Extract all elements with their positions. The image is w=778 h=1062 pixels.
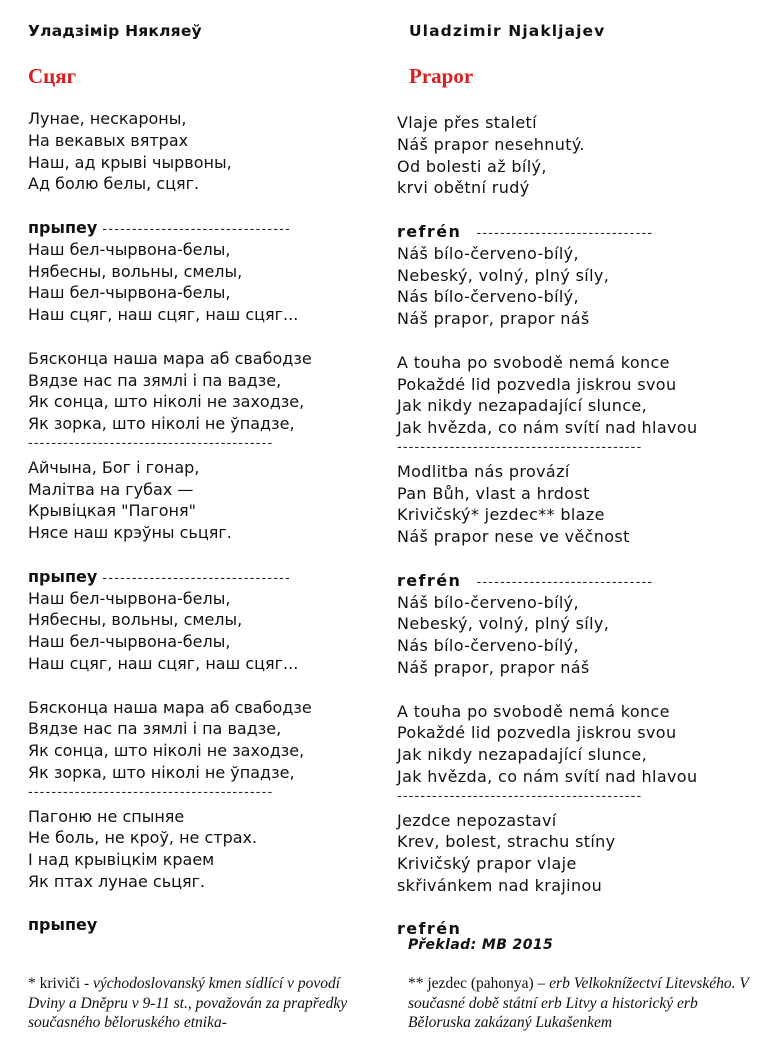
poem-body-czech [397,112,697,940]
chorus-line: Нябесны, вольны, смелы, [28,261,243,281]
verse-line: Айчына, Бог і гонар, [28,457,200,477]
verse-line: Jak hvězda, co nám svítí nad hlavou [397,418,698,438]
chorus-line: Náš prapor, prapor náš [397,309,590,329]
verse-line: Бясконца наша мара аб свабодзе [28,348,312,368]
verse-line: Нясе наш крэўны сьцяг. [28,523,232,543]
refrain-heading [397,221,697,243]
poem-title-belarusian: Сцяг [28,64,77,88]
chorus-line: Náš bílo-červeno-bílý, [397,243,579,263]
verse-line: Jak hvězda, co nám svítí nad hlavou [397,766,698,786]
verse-line: Як сонца, што ніколі не заходзе, [28,741,305,761]
verse-line: Наш, ад крыві чырвоны, [28,152,232,172]
chorus-line: Наш сцяг, наш сцяг, наш сцяг... [28,305,299,325]
verse-line: Pokaždé lid pozvedla jiskrou svou [397,723,677,743]
refrain-label: прыпеу [28,217,98,237]
verse-line: Вядзе нас па зямлі і па вадзе, [28,370,282,390]
refrain-label: refrén [397,919,462,939]
verse-line: Вядзе нас па зямлі і па вадзе, [28,719,282,739]
refrain-label: refrén [397,221,462,241]
verse-line: Пагоню не спыняе [28,806,185,826]
verse-line: Крывіцкая "Пагоня" [28,501,196,521]
verse-line: Náš prapor nesehnutý. [397,134,585,154]
chorus-line: Наш сцяг, наш сцяг, наш сцяг... [28,653,299,673]
refrain-label: прыпеу [28,915,98,935]
author-name-czech: Uladzimir Njakljajev [409,22,606,40]
footnote-lead: * kriviči - [28,975,90,992]
verse-line: Pokaždé lid pozvedla jiskrou svou [397,374,677,394]
verse-line: Modlitba nás provází [397,461,570,481]
refrain-heading [28,566,312,588]
verse-line: Лунае, нескароны, [28,109,187,128]
section-separator: ------------------------------------------ [397,788,643,804]
verse-line: Krev, bolest, strachu stíny [397,832,616,852]
refrain-dashes: ------------------------------ [476,574,654,590]
verse-line: Як сонца, што ніколі не заходзе, [28,392,305,412]
verse-line: Як зорка, што ніколі не ўпадзе, [28,414,295,434]
footnote-krivichi [28,974,378,1033]
section-separator: ------------------------------------------ [397,439,643,455]
chorus-line: Наш бел-чырвона-белы, [28,283,231,303]
verse-line: Ад болю белы, сцяг. [28,174,200,194]
verse-line: A touha po svobodě nemá konce [397,701,670,721]
footnote-text: východoslovanský kmen sídlící v povodí Dviny a Dněpru v 9-11 st., považován za prapředky současného běloruského etnika- [28,975,348,1031]
footnote-text: – erb Velkoknížectví Litevského. V současné době státní erb Litvy a historický erb Běloruska zakázaný Lukašenkem [408,975,749,1031]
author-name-belarusian: Уладзімір Някляеў [28,22,202,40]
refrain-heading [28,914,312,936]
refrain-label: refrén [397,570,462,590]
verse-line: A touha po svobodě nemá konce [397,352,670,372]
refrain-heading [28,217,312,239]
verse-line: Krivičský prapor vlaje [397,854,577,874]
chorus-line: Нябесны, вольны, смелы, [28,610,243,630]
verse-line: Як зорка, што ніколі не ўпадзе, [28,762,295,782]
poem-title-czech: Prapor [409,64,474,88]
footnote-jezdec [408,974,753,1033]
chorus-line: Наш бел-чырвона-белы, [28,632,231,652]
section-separator: ------------------------------------------ [28,435,274,451]
verse-line: Малітва на губах — [28,479,194,499]
chorus-line: Náš prapor, prapor náš [397,657,590,677]
verse-line: І над крывіцкім краем [28,850,215,870]
translation-credit: Překlad: MB 2015 [408,937,554,953]
refrain-label: прыпеу [28,566,98,586]
poem-body-belarusian [28,108,312,936]
chorus-line: Наш бел-чырвона-белы, [28,588,231,608]
verse-line: Náš prapor nese ve věčnost [397,527,630,547]
verse-line: Jezdce nepozastaví [397,810,557,830]
footnote-lead: ** jezdec (pahonya) [408,975,534,992]
refrain-dashes: -------------------------------- [102,570,291,586]
verse-line: Vlaje přes staletí [397,113,537,132]
refrain-dashes: -------------------------------- [102,221,291,237]
chorus-line: Nás bílo-červeno-bílý, [397,287,579,307]
chorus-line: Nebeský, volný, plný síly, [397,614,610,634]
chorus-line: Náš bílo-červeno-bílý, [397,592,579,612]
chorus-line: Nás bílo-červeno-bílý, [397,636,579,656]
verse-line: На векавых вятрах [28,130,189,150]
verse-line: Pan Bůh, vlast a hrdost [397,483,590,503]
verse-line: Krivičský* jezdec** blaze [397,505,605,525]
verse-line: krvi obětní rudý [397,178,530,198]
section-separator: ------------------------------------------ [28,784,274,800]
chorus-line: Наш бел-чырвона-белы, [28,239,231,259]
verse-line: Бясконца наша мара аб свабодзе [28,697,312,717]
verse-line: Od bolesti až bílý, [397,156,547,176]
refrain-heading [397,570,697,592]
verse-line: skřivánkem nad krajinou [397,875,603,895]
refrain-dashes: ------------------------------ [476,225,654,241]
verse-line: Jak nikdy nezapadající slunce, [397,745,648,765]
chorus-line: Nebeský, volný, plný síly, [397,265,610,285]
verse-line: Jak nikdy nezapadající slunce, [397,396,648,416]
verse-line: Як птах лунае сьцяг. [28,871,206,891]
verse-line: Не боль, не кроў, не страх. [28,828,258,848]
